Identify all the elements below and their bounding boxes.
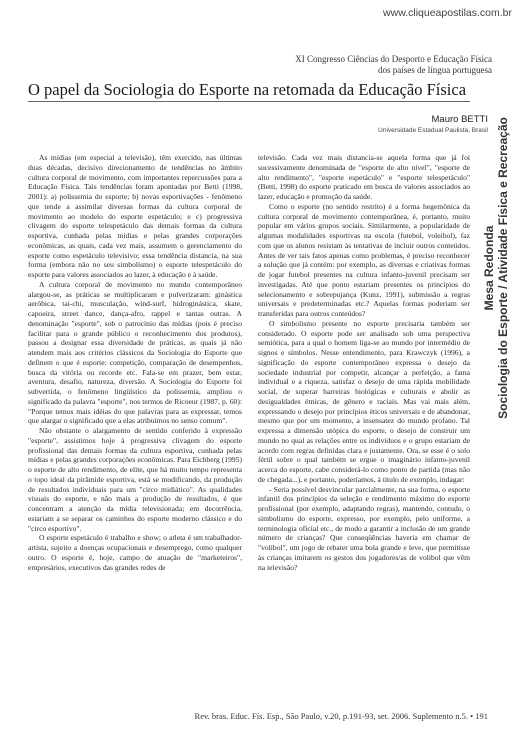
article-title: O papel da Sociologia do Esporte na retomada da Educação Física [28, 80, 467, 99]
paragraph: O simbolismo presente no esporte precisaria também ser considerado. O esporte pode ser analisado sob uma perspectiva semiótica, para a qual o homem liga-se ao mundo por intermédio de signos e símbolos. Nesse entendimento, para Krawczyk (1996), a significação do esporte contemporâneo expressa o desejo da sociedade industrial por competir, alcançar a perfeição, a fama individual e a riqueza, satisfaz o desejo de uma rápida mobilidade social, de superar barreiras biológicas e culturais e abolir as desigualdades étnicas, de gênero e raciais. Mas vai mais além, expressando o desejo por princípios éticos universais e de abandonar, mesmo que por um momento, a insensatez do mundo profano. Tal expressa a dimensão utópica do esporte, o desejo de construir um mundo no qual as relações entre os indivíduos e o grupo estariam de acordo com regras definidas clara e justamente. Ora, se esse é o solo fértil sobre o qual também se ergue o imaginário infanto-juvenil acerca do esporte, cabe considerá-lo como ponto de partida (mas não de chegada...), e portanto, poderíamos, à título de exemplo, indagar: [258, 318, 470, 484]
title-divider [28, 101, 470, 102]
side-label-session: Mesa Redonda [482, 225, 496, 311]
watermark-url: www.cliqueapostilas.com.br [383, 7, 512, 19]
author-institution: Universidade Estadual Paulista, Brasil [378, 127, 488, 134]
congress-line-1: XI Congresso Ciências do Desporto e Educação Física [295, 54, 492, 64]
paragraph: O esporte espetáculo é trabalho e show; o atleta é um trabalhador-artista, sujeito a doenças ocupacionais e desemprego, como qualquer outro. O esporte é, hoje, campo de atuação de "marketeiros", empresários, executivos das grandes redes de [28, 533, 242, 572]
paragraph: Como o esporte (no sentido restrito) é a forma hegemônica da cultura corporal de movimento contemporânea, é, portanto, muito popular em vários grupos sociais. Similarmente, a popularidade de algumas modalidades esportivas na escola (futebol, voleibol), faz com que os alunos resistam às tentativas de incluir outros conteúdos. Antes de ver tais fatos apenas como problemas, é preciso reconhecer a solução que já contém: por exemplo, as diversas e criativas formas de jogar futebol presentes na cultura infanto-juvenil precisam ser investigadas. Até que ponto estariam presentes os princípios do selecionamento e sobrepujança (Kunz, 1991), submissão a regras universais e predeterminadas etc.? Aquelas formas poderiam ser transferidas para outros conteúdos? [258, 201, 470, 318]
congress-line-2: dos países de língua portuguesa [378, 65, 492, 75]
side-label-topic: Sociologia do Esporte / Atividade Física e Recreação [496, 117, 510, 419]
paragraph: televisão. Cada vez mais distancia-se aquela forma que já foi sucessivamente denominada de "esporte de alto nível", "esporte de alto rendimento", "esporte espetáculo" e "esporte telespetáculo" (Betti, 1998) do esporte praticado em busca de valores associados ao lazer, educação e promoção da saúde. [258, 153, 470, 201]
page-footer-citation: Rev. bras. Educ. Fís. Esp., São Paulo, v.20, p.191-93, set. 2006. Suplemento n.5. • 191 [194, 711, 488, 721]
paragraph: As mídias (em especial a televisão), têm exercido, nas últimas duas décadas, decisivo direcionamento de tendências no âmbito cultura corporal de movimento, com importantes repercussões para a Educação Física. Tais tendências foram apontadas por Betti (1998, 2001): a) polissemia do esporte; b) novas esportivações - fenômeno que tende a assimilar diversas formas da cultura corporal de movimento ao modelo do esporte espetáculo; e c) progressiva clivagem do esporte telespetáculo das demais formas da cultura esportiva, cunhada pelas mídias e pelas grandes corporações econômicas, as quais, cada vez mais, assumem o gerenciamento do esporte como espetáculo televisivo; essa tendência distancia, na sua forma (embora não no seu simbolismo) o esporte telespetáculo do esporte para valores associados ao lazer, à educação e à saúde. [28, 153, 242, 279]
congress-header [295, 54, 492, 76]
author-name: Mauro BETTI [431, 114, 488, 125]
paragraph: Não obstante o alargamento de sentido conferido à expressão "esporte", assistimos hoje à progressiva clivagem do esporte profissional das demais formas da cultura esportiva, cunhada pelas mídias e pelas grandes corporações econômicas. Para Eichberg (1995) o esporte de alto rendimento, de elite, que há muito tempo representa o topo ideal da pirâmide esportiva, está se modificando, da produção de resultados individuais para um "circo midiático". As qualidades visuais do esporte, e não mais a produção de resultados, é que concentram a atenção da mídia televisionada; em decorrência, estariam a se separar os caminhos do esporte moderno clássico e do "circo esportivo". [28, 426, 242, 533]
right-column [258, 153, 470, 572]
side-section-label [470, 98, 520, 438]
paragraph: - Seria possível desvincular parcialmente, na sua forma, o esporte infantil dos princípios da seleção e rendimento máximo do esporte profissional (por exemplo, adaptando regras), mantendo, contudo, o simbolismo do esporte, expresso, por exemplo, pelo uniforme, a terminologia oficial etc., de modo a garantir a inclusão de um grande número de crianças? Que conseqüências haveria em chamar de "volibol", um jogo de rebater uma bola grande e leve, que permitisse às crianças imitarem os gestos dos jogadores/as de volibol que vêm na televisão? [258, 484, 470, 572]
paragraph: A cultura corporal de movimento no mundo contemporâneo alargou-se, as práticas se multiplicaram e pulverizaram: ginástica aeróbica, tai-chi, musculação, wind-surf, hidroginástica, skate, capoeira, street dance, dança-afro, rappel e tantas outras. A denominação "esporte", sob o patrocínio das mídias (pois é preciso facilitar para o grande público o reconhecimento dos produtos), passou a designar essa diversidade de práticas, as quais já não atendem mais aos critérios clássicos da Sociologia do Esporte que definem o que é esporte: competição, comparação de desempenhos, busca da vitória ou recorde etc. Fala-se em prazer, bem estar, aventura, desafio, natureza, diversão. A Sociologia do Esporte foi subvertida, o fenômeno lingüístico da polissemia, ampliou o significado da palavra "esporte", nos termos de Ricoeur (1987, p. 60): "Porque temos mais idéias do que palavras para as expressar, temos que alargar o significado que a elas atribuímos no senso comum". [28, 279, 242, 426]
left-column [28, 153, 242, 572]
